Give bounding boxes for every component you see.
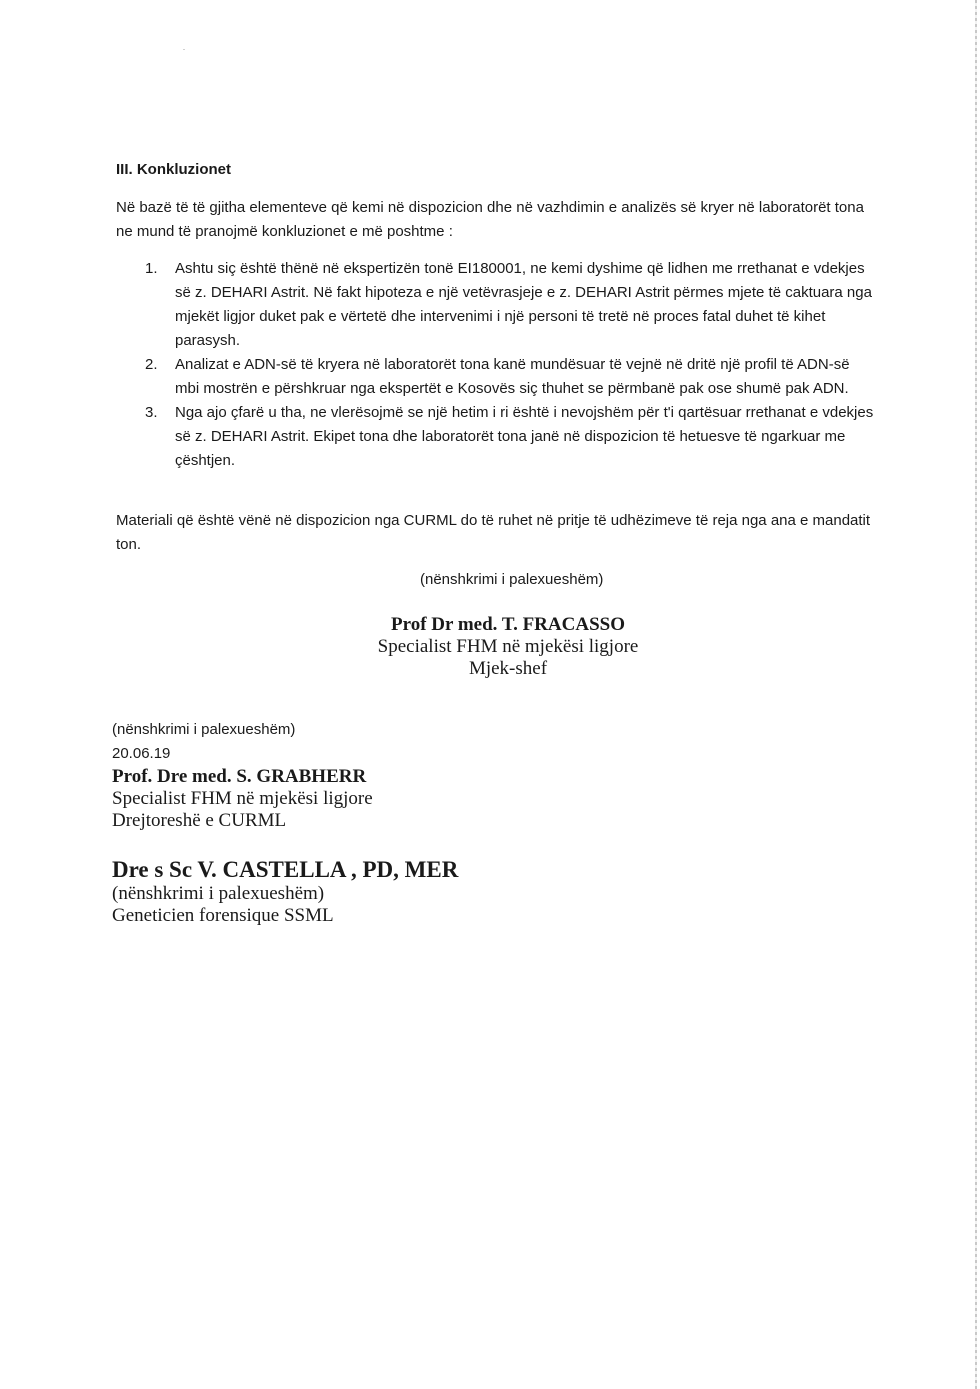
intro-paragraph: Në bazë të të gjitha elementeve që kemi në dispozicion dhe në vazhdimin e analizës së kryer në laboratorët tona ne mund të pranojmë konkluzionet e më poshtme : (116, 199, 864, 240)
signatory-block-grabherr (112, 766, 373, 832)
conclusion-text: Analizat e ADN-së të kryera në laboratorët tona kanë mundësuar të vejnë në dritë një profil të ADN-së mbi mostrën e përshkruar nga ekspertët e Kosovës siç thuhet se përmbanë pak ose shumë pak ADN. (175, 356, 850, 397)
conclusion-item (116, 353, 876, 401)
conclusion-text: Nga ajo çfarë u tha, ne vlerësojmë se një hetim i ri është i nevojshëm për t'i qartësuar rrethanat e vdekjes së z. DEHARI Astrit. Ekipet tona dhe laboratorët tona janë në dispozicion të hetuesve të ngarkuar me çështjen. (175, 404, 874, 469)
signature-date: 20.06.19 (112, 745, 171, 762)
conclusion-item (116, 257, 876, 353)
conclusion-item (116, 401, 876, 473)
conclusion-text: Ashtu siç është thënë në ekspertizën tonë EI180001, ne kemi dyshime që lidhen me rrethanat e vdekjes së z. DEHARI Astrit. Në fakt hipoteza e një vetëvrasjeje e z. DEHARI Astrit përmes mjete të caktuara nga mjekët ligjor duket pak e vërtetë dhe intervenimi i një personi të tretë në proces fatal duhet të kihet parasysh. (175, 260, 872, 349)
section-heading: III. Konkluzionet (116, 161, 231, 178)
signatory-name: Dre s Sc V. CASTELLA , PD, MER (112, 857, 459, 882)
conclusions-list (116, 257, 876, 473)
material-note: Materiali që është vënë në dispozicion nga CURML do të ruhet në pritje të udhëzimeve të reja nga ana e mandatit ton. (116, 512, 871, 553)
signature-note: (nënshkrimi i palexueshëm) (112, 883, 325, 904)
signatory-name: Prof Dr med. T. FRACASSO (391, 614, 625, 635)
scan-speck (183, 49, 185, 50)
signatory-block-fracasso (348, 614, 668, 680)
signatory-role: Specialist FHM në mjekësi ligjore (112, 788, 373, 809)
conclusion-number: 3. (145, 404, 158, 421)
signatory-title: Mjek-shef (468, 658, 548, 679)
signatory-name: Prof. Dre med. S. GRABHERR (112, 766, 367, 787)
signature-note: (nënshkrimi i palexueshëm) (420, 571, 604, 588)
conclusion-number: 2. (145, 356, 158, 373)
signature-note: (nënshkrimi i palexueshëm) (112, 721, 296, 738)
signatory-role: Specialist FHM në mjekësi ligjore (377, 636, 639, 657)
conclusion-number: 1. (145, 260, 158, 277)
scan-edge (975, 0, 977, 1389)
signatory-title: Geneticien forensique SSML (112, 905, 334, 926)
signatory-block-castella (112, 857, 458, 927)
signatory-title: Drejtoreshë e CURML (112, 810, 287, 831)
